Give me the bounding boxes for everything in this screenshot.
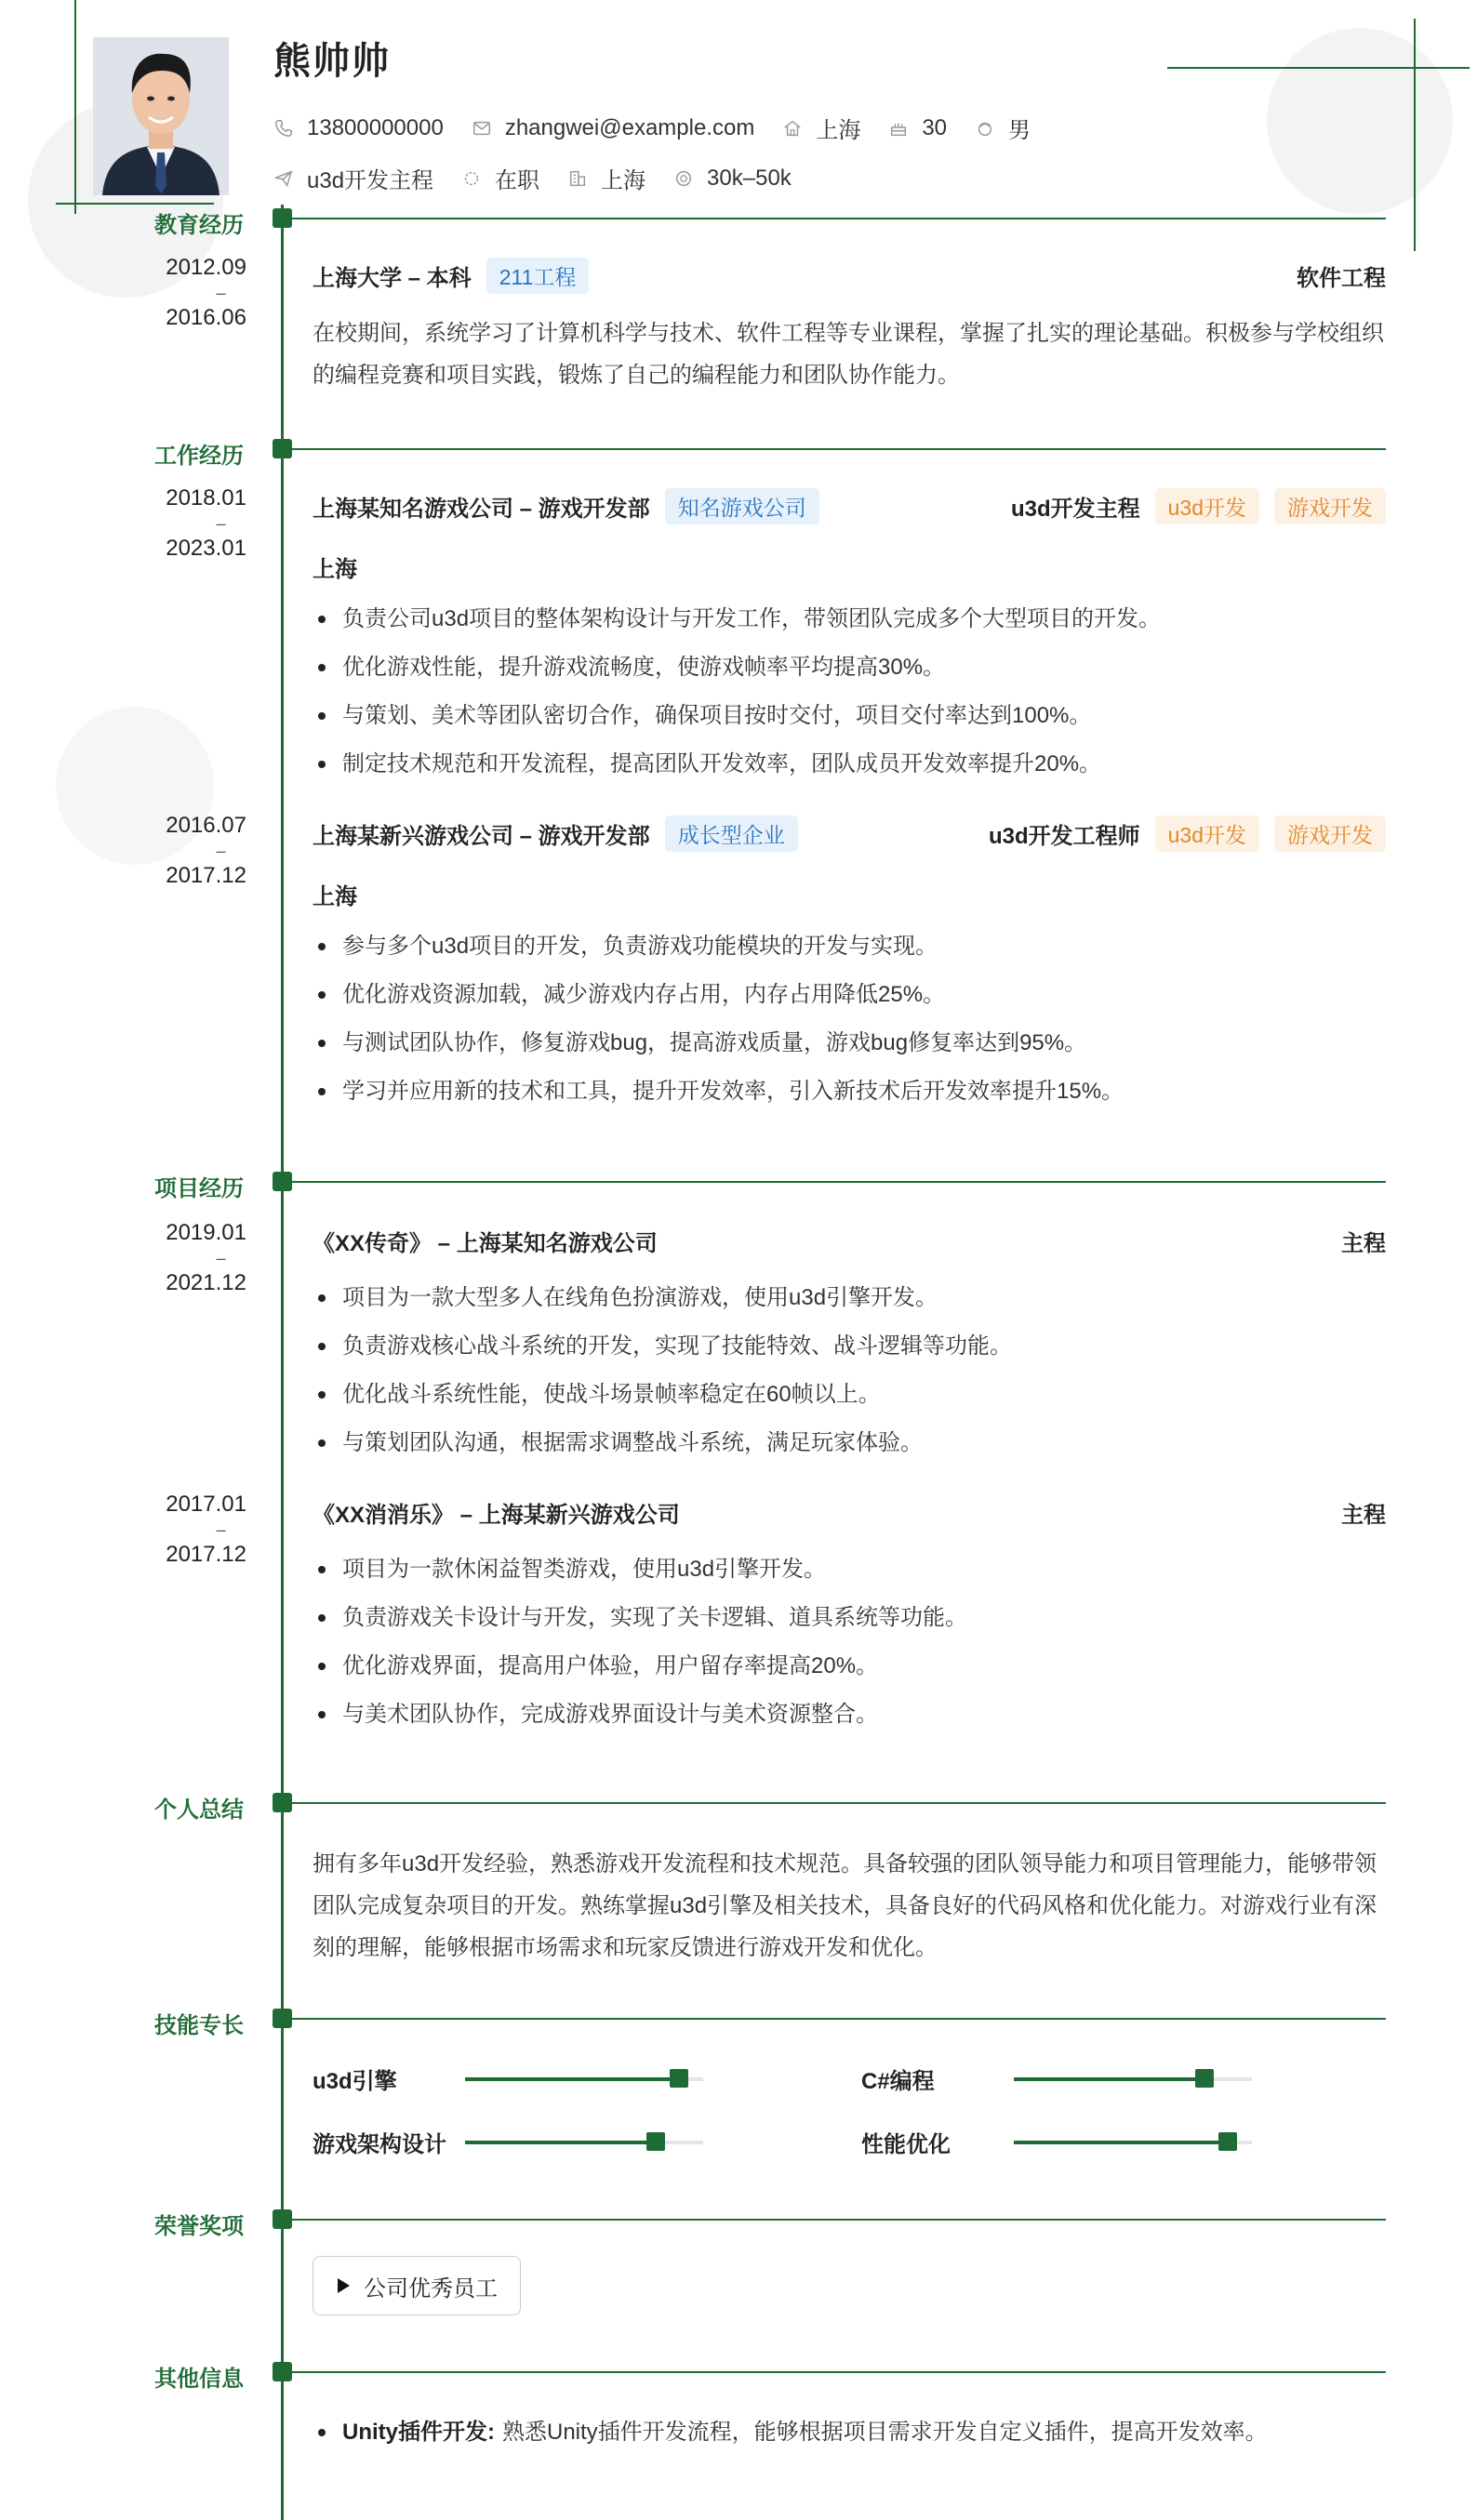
section-divider: [283, 2018, 1386, 2020]
company-tag: 知名游戏公司: [665, 488, 819, 524]
list-item: 与美术团队协作，完成游戏界面设计与美术资源整合。: [313, 1691, 1382, 1739]
skill-bar-knob: [1218, 2132, 1237, 2151]
honor-text: 公司优秀员工: [364, 2275, 498, 2301]
project-name: 《XX传奇》 – 上海某知名游戏公司: [313, 1230, 658, 1256]
mail-icon: [472, 118, 492, 139]
phone-item: [273, 115, 444, 141]
list-item: 负责公司u3d项目的整体架构设计与开发工作，带领团队完成多个大型项目的开发。: [313, 595, 1382, 643]
skill-bar-knob: [1195, 2069, 1214, 2088]
skill-bar: [465, 2141, 703, 2144]
decor-line: [56, 203, 214, 205]
skill-bar-fill: [1014, 2141, 1228, 2144]
date-separator: –: [216, 514, 226, 533]
phone-icon: [273, 118, 294, 139]
position: u3d开发主程: [1010, 496, 1140, 522]
gender-icon: [975, 118, 995, 139]
section-divider: [283, 2371, 1386, 2373]
salary-text: 30k–50k: [707, 165, 792, 191]
school-name: 上海大学 – 本科: [313, 265, 472, 291]
age-item: [888, 115, 947, 141]
date-end: 2021.12: [166, 1270, 246, 1295]
education-entry-header: [313, 257, 1386, 294]
work-city: 上海: [313, 557, 357, 582]
education-date: [140, 245, 246, 340]
decor-circle: [1267, 28, 1453, 214]
list-item: 与策划、美术等团队密切合作，确保项目按时交付，项目交付率达到100%。: [313, 692, 1382, 740]
section-projects-header: [0, 1170, 1477, 1201]
avatar: [93, 37, 229, 195]
project-name: 《XX消消乐》 – 上海某新兴游戏公司: [313, 1502, 680, 1528]
email-text: zhangwei@example.com: [504, 114, 755, 140]
work-entry-header: [313, 487, 1386, 524]
school-tag: 211工程: [486, 258, 590, 294]
gender-item: [975, 112, 1031, 144]
skill-name: u3d引擎: [313, 2069, 397, 2094]
skill-bar: [1014, 2077, 1252, 2081]
salary-item: [673, 166, 792, 192]
status-text: 在职: [495, 168, 540, 193]
list-item: 与测试团队协作，修复游戏bug，提高游戏质量，游戏bug修复率达到95%。: [313, 1019, 1382, 1068]
skill-bar-knob: [646, 2132, 665, 2151]
project-date: [140, 1482, 246, 1577]
education-description: 在校期间，系统学习了计算机科学与技术、软件工程等专业课程，掌握了扎实的理论基础。积极参与学校组织的编程竞赛和项目实践，锻炼了自己的编程能力和团队协作能力。: [313, 321, 1384, 388]
job-title-item: [273, 162, 433, 194]
skill-item: [861, 2126, 1252, 2158]
date-start: 2019.01: [166, 1220, 246, 1245]
list-item: 负责游戏关卡设计与开发，实现了关卡逻辑、道具系统等功能。: [313, 1594, 1382, 1642]
triangle-right-icon: [336, 2277, 351, 2294]
skill-tag: 游戏开发: [1274, 488, 1386, 524]
other-text: 熟悉Unity插件开发流程，能够根据项目需求开发自定义插件，提高开发效率。: [502, 2420, 1268, 2445]
contact-row: [273, 112, 1058, 144]
building-icon: [567, 168, 588, 189]
section-divider: [283, 448, 1386, 450]
list-item: 优化游戏性能，提升游戏流畅度，使游戏帧率平均提高30%。: [313, 643, 1382, 692]
location-text: 上海: [816, 118, 861, 143]
list-item: 负责游戏核心战斗系统的开发，实现了技能特效、战斗逻辑等功能。: [313, 1322, 1382, 1371]
skill-bar: [465, 2077, 703, 2081]
status-item: [461, 162, 539, 194]
decor-line: [1167, 67, 1470, 69]
date-separator: –: [216, 842, 226, 860]
date-separator: –: [216, 1249, 226, 1267]
honor-badge: [313, 2256, 521, 2315]
list-item: [313, 2408, 1382, 2457]
skill-item: [313, 2062, 703, 2095]
date-start: 2018.01: [166, 485, 246, 511]
list-item: 优化游戏资源加载，减少游戏内存占用，内存占用降低25%。: [313, 971, 1382, 1019]
company-name: 上海某知名游戏公司 – 游戏开发部: [313, 496, 650, 522]
date-end: 2017.12: [166, 863, 246, 888]
section-title: 技能专长: [154, 2013, 244, 2038]
status-icon: [461, 168, 482, 189]
phone-text: 13800000000: [307, 114, 444, 140]
date-separator: –: [216, 284, 226, 302]
section-title: 荣誉奖项: [154, 2214, 244, 2239]
list-item: 项目为一款休闲益智类游戏，使用u3d引擎开发。: [313, 1545, 1382, 1594]
work-city-item: [567, 162, 645, 194]
list-item: 与策划团队沟通，根据需求调整战斗系统，满足玩家体验。: [313, 1419, 1382, 1467]
timeline-line: [281, 205, 284, 2520]
work-entry-header: [313, 815, 1386, 852]
location-item: [782, 112, 860, 144]
work-date: [140, 476, 246, 571]
date-start: 2016.07: [166, 813, 246, 838]
other-label: Unity插件开发:: [342, 2420, 495, 2445]
money-icon: [673, 168, 694, 189]
skill-item: [861, 2062, 1252, 2095]
work-date: [140, 803, 246, 898]
work-bullet-list: [313, 922, 1382, 1116]
skill-bar-fill: [465, 2141, 656, 2144]
list-item: 项目为一款大型多人在线角色扮演游戏，使用u3d引擎开发。: [313, 1274, 1382, 1322]
date-end: 2023.01: [166, 536, 246, 561]
section-title: 个人总结: [154, 1797, 244, 1823]
project-entry-header: [313, 1493, 1386, 1531]
section-honors-header: [0, 2208, 1477, 2239]
summary-text: 拥有多年u3d开发经验，熟悉游戏开发流程和技术规范。具备较强的团队领导能力和项目管理能力，能够带领团队完成复杂项目的开发。熟练掌握u3d引擎及相关技术，具备良好的代码风格和优化能力。对游戏行业有深刻的理解，能够根据市场需求和玩家反馈进行游戏开发和优化。: [313, 1851, 1377, 1960]
skill-item: [313, 2126, 703, 2158]
section-education-header: [0, 206, 1477, 238]
job-intent-row: [273, 162, 819, 194]
date-end: 2017.12: [166, 1542, 246, 1567]
home-icon: [782, 118, 803, 139]
date-end: 2016.06: [166, 305, 246, 330]
age-icon: [888, 118, 909, 139]
section-title: 其他信息: [154, 2367, 244, 2392]
send-icon: [273, 168, 294, 189]
job-title-text: u3d开发主程: [307, 168, 434, 193]
project-bullet-list: [313, 1545, 1382, 1739]
section-divider: [283, 2219, 1386, 2221]
section-divider: [283, 218, 1386, 219]
list-item: 学习并应用新的技术和工具，提升开发效率，引入新技术后开发效率提升15%。: [313, 1068, 1382, 1116]
project-role: 主程: [1341, 1230, 1386, 1256]
project-entry-header: [313, 1222, 1386, 1259]
list-item: 制定技术规范和开发流程，提高团队开发效率，团队成员开发效率提升20%。: [313, 740, 1382, 789]
skill-bar: [1014, 2141, 1252, 2144]
gender-text: 男: [1008, 118, 1031, 143]
section-summary-header: [0, 1791, 1477, 1823]
skill-bar-knob: [670, 2069, 688, 2088]
candidate-name: 熊帅帅: [273, 41, 391, 82]
email-item: [472, 115, 755, 141]
list-item: 参与多个u3d项目的开发，负责游戏功能模块的开发与实现。: [313, 922, 1382, 971]
skill-name: 性能优化: [861, 2132, 951, 2157]
work-city-text: 上海: [601, 168, 646, 193]
company-tag: 成长型企业: [665, 816, 798, 852]
position: u3d开发工程师: [988, 823, 1140, 849]
date-start: 2012.09: [166, 255, 246, 280]
work-city: 上海: [313, 884, 357, 909]
project-bullet-list: [313, 1274, 1382, 1467]
list-item: 优化游戏界面，提高用户体验，用户留存率提高20%。: [313, 1642, 1382, 1691]
section-title: 工作经历: [154, 444, 244, 469]
skill-tag: u3d开发: [1155, 816, 1259, 852]
age-text: 30: [922, 114, 948, 140]
company-name: 上海某新兴游戏公司 – 游戏开发部: [313, 823, 650, 849]
section-skills-header: [0, 2007, 1477, 2038]
work-bullet-list: [313, 595, 1382, 789]
section-divider: [283, 1802, 1386, 1804]
skill-tag: 游戏开发: [1274, 816, 1386, 852]
project-date: [140, 1211, 246, 1306]
skill-name: C#编程: [861, 2069, 935, 2094]
major: 软件工程: [1297, 265, 1386, 291]
list-item: 优化战斗系统性能，使战斗场景帧率稳定在60帧以上。: [313, 1371, 1382, 1419]
other-info-list: [313, 2408, 1382, 2457]
section-other-header: [0, 2360, 1477, 2392]
skill-bar-fill: [1014, 2077, 1204, 2081]
decor-line: [74, 0, 76, 214]
project-role: 主程: [1341, 1502, 1386, 1528]
section-work-header: [0, 437, 1477, 469]
date-separator: –: [216, 1520, 226, 1539]
date-start: 2017.01: [166, 1492, 246, 1517]
section-title: 教育经历: [154, 213, 244, 238]
skill-name: 游戏架构设计: [313, 2132, 446, 2157]
section-title: 项目经历: [154, 1176, 244, 1201]
skill-tag: u3d开发: [1155, 488, 1259, 524]
skill-bar-fill: [465, 2077, 679, 2081]
section-divider: [283, 1181, 1386, 1183]
